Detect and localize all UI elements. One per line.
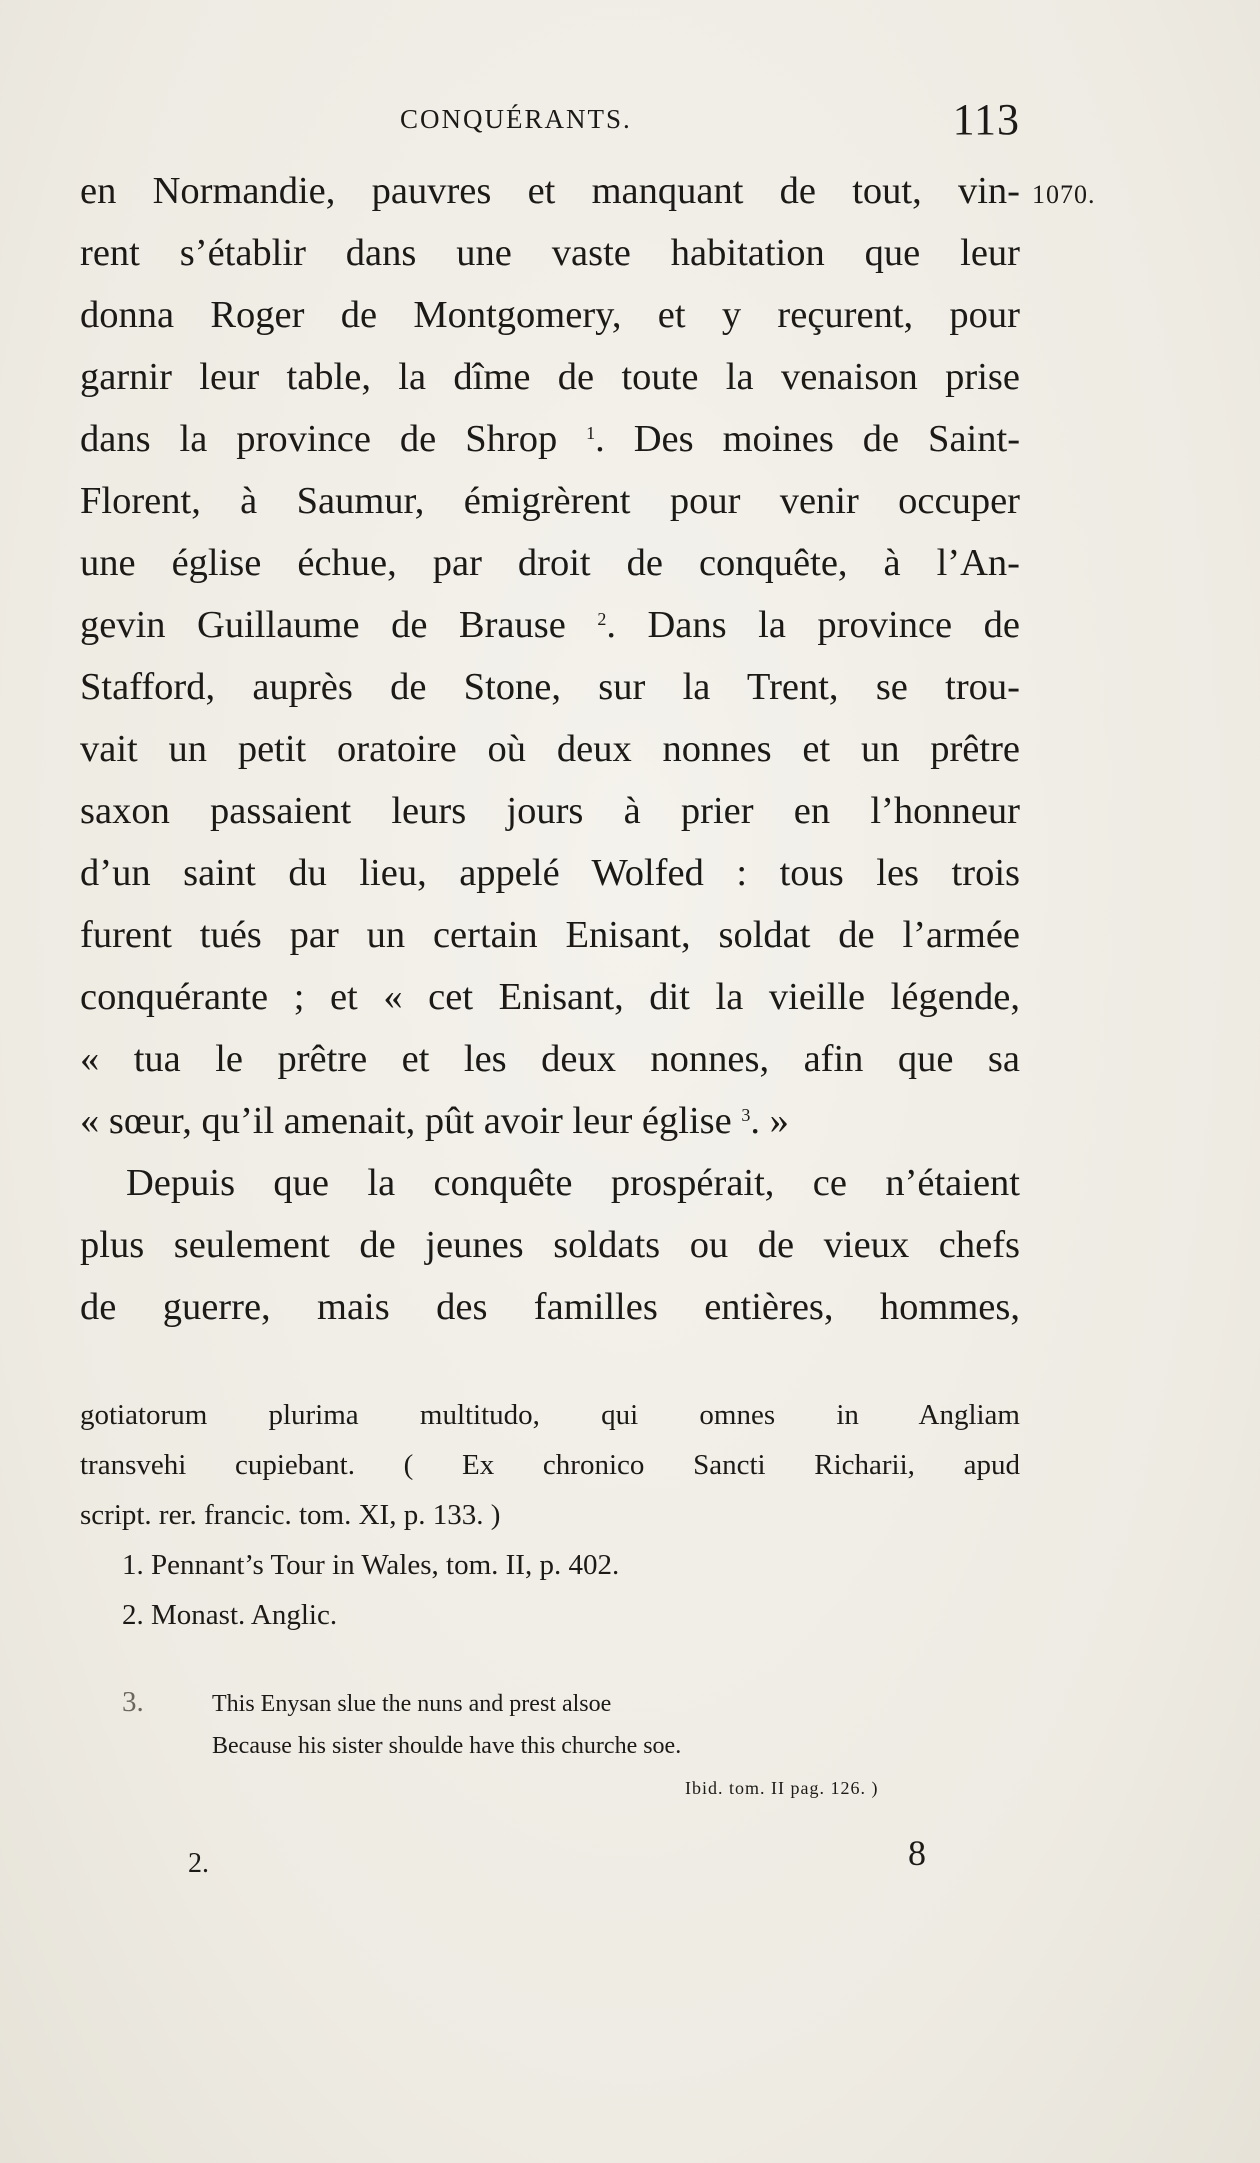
text-line: d’un saint du lieu, appelé Wolfed : tous les trois [80, 852, 1020, 894]
text-line: vait un petit oratoire où deux nonnes et un prêtre [80, 728, 1020, 770]
text-line: en Normandie, pauvres et manquant de tout, vin- [80, 170, 1020, 212]
text-fragment: gevin Guillaume de Brause [80, 604, 566, 646]
text-fragment: . » [750, 1100, 789, 1142]
text-line: une église échue, par droit de conquête, à l’An- [80, 542, 1020, 584]
footnote-continuation-line: transvehi cupiebant. ( Ex chronico Sancti Richarii, apud [80, 1449, 1020, 1481]
text-line: Florent, à Saumur, émigrèrent pour venir occuper [80, 480, 1020, 522]
text-line: saxon passaient leurs jours à prier en l’honneur [80, 790, 1020, 832]
text-line: donna Roger de Montgomery, et y reçurent, pour [80, 294, 1020, 336]
text-line: garnir leur table, la dîme de toute la venaison prise [80, 356, 1020, 398]
footnote-2 [80, 1590, 1020, 1640]
verse-source: Ibid. tom. II pag. 126. ) [685, 1778, 879, 1798]
footnote-continuation-line: script. rer. francic. tom. XI, p. 133. ) [80, 1499, 501, 1531]
running-title: CONQUÉRANTS. [400, 104, 632, 134]
running-head [80, 95, 1020, 150]
text-line: conquérante ; et « cet Enisant, dit la vieille légende, [80, 976, 1020, 1018]
page-number: 113 [952, 95, 1020, 144]
footnote-ref: 1 [586, 423, 596, 443]
text-fragment: . Des moines de Saint- [595, 418, 1021, 460]
footnote-ref: 3 [741, 1105, 751, 1125]
footnote-text: Monast. Anglic. [151, 1599, 338, 1631]
footnote-number: 1. [122, 1549, 144, 1581]
text-line [80, 1090, 1020, 1152]
footnote-3-verse [80, 1680, 1020, 1808]
text-line: plus seulement de jeunes soldats ou de vieux chefs [80, 1224, 1020, 1266]
text-line: rent s’établir dans une vaste habitation que leur [80, 232, 1020, 274]
footnotes [80, 1390, 1020, 1640]
footnote-continuation-line: gotiatorum plurima multitudo, qui omnes in Angliam [80, 1399, 1020, 1431]
text-fragment: « sœur, qu’il amenait, pût avoir leur église [80, 1100, 732, 1142]
text-fragment: . Dans la province de [606, 604, 1020, 646]
text-line: Depuis que la conquête prospérait, ce n’étaient [126, 1162, 1020, 1204]
footnote-text: Pennant’s Tour in Wales, tom. II, p. 402. [151, 1549, 620, 1581]
text-line: de guerre, mais des familles entières, hommes, [80, 1286, 1020, 1328]
text-line: « tua le prêtre et les deux nonnes, afin que sa [80, 1038, 1020, 1080]
verse-text: This Enysan slue the nuns and prest alsoe [212, 1691, 612, 1717]
main-text [80, 160, 1020, 1338]
verse-text: Because his sister shoulde have this churche soe. [212, 1733, 682, 1759]
footnote-1 [80, 1540, 1020, 1590]
margin-year-note: 1070. [1032, 180, 1096, 209]
verse-line [80, 1680, 1020, 1724]
signature-mark: 8 [908, 1833, 926, 1873]
text-line: furent tués par un certain Enisant, soldat de l’armée [80, 914, 1020, 956]
footnote-ref: 2 [597, 609, 607, 629]
text-line: Stafford, auprès de Stone, sur la Trent, se trou- [80, 666, 1020, 708]
verse-line [80, 1724, 1020, 1768]
signature-volume: 2. [188, 1848, 209, 1879]
footnote-number: 3. [122, 1686, 144, 1718]
text-fragment: dans la province de Shrop [80, 418, 558, 460]
footnote-number: 2. [122, 1599, 144, 1631]
text-line [80, 594, 1020, 656]
text-line [80, 408, 1020, 470]
